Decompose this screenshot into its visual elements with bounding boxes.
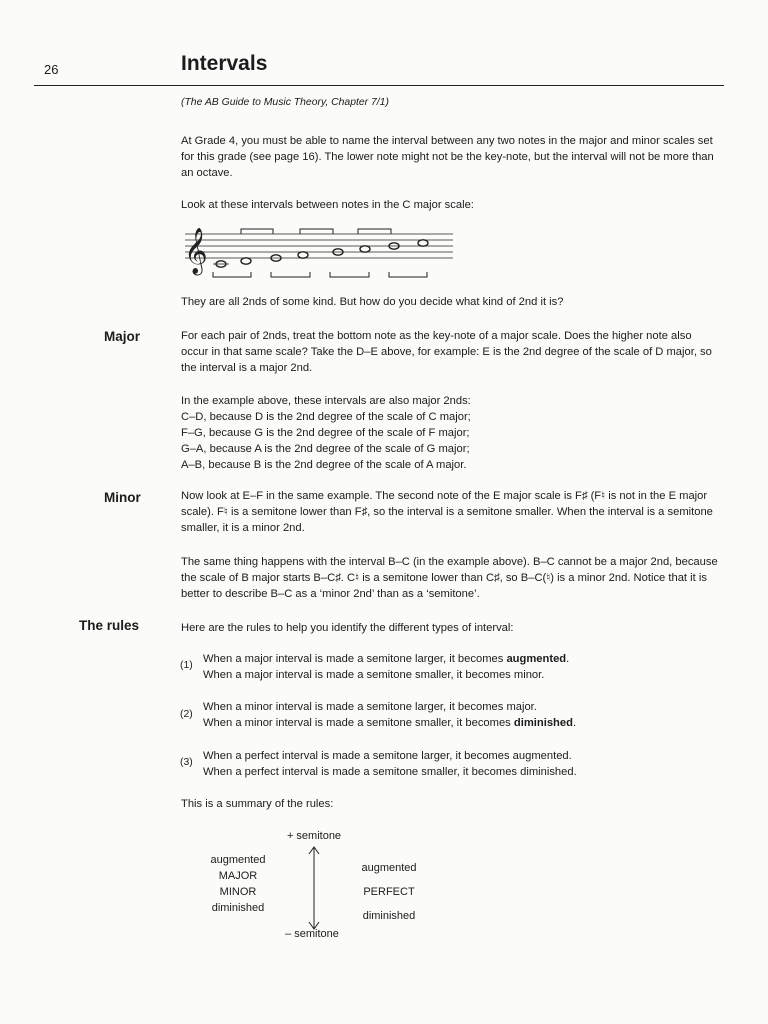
notes <box>213 240 428 267</box>
minor-paragraph-2: The same thing happens with the interval B–C (in the example above). B–C cannot be a major 2nd, because the scale of B major starts B–C♯. C♮ is a semitone lower than C♯, so B–C(♮) is a minor 2nd. Notice that it is better to describe B–C as a ‘minor 2nd’ than as a ‘semitone’. <box>181 556 718 600</box>
page-number: 26 <box>44 62 59 77</box>
rule-2: When a minor interval is made a semitone larger, it becomes major. When a minor interval is made a semitone smaller, it becomes diminished. <box>203 701 577 729</box>
intro-paragraph-2: Look at these intervals between notes in the C major scale: <box>181 199 474 211</box>
source-reference: (The AB Guide to Music Theory, Chapter 7/1) <box>181 97 389 108</box>
rules-heading: The rules <box>79 618 140 633</box>
intro-paragraph-1: At Grade 4, you must be able to name the interval between any two notes in the major and minor scales set for this grade (see page 16). The lower note might not be the key-note, but the interval will not be more than an octave. <box>181 135 714 179</box>
right-interval-item: augmented <box>361 862 417 874</box>
intro-paragraph-3: They are all 2nds of some kind. But how do you decide what kind of 2nd it is? <box>181 296 564 308</box>
rule-number-1: (1) <box>180 660 193 671</box>
header-rule <box>34 85 724 86</box>
major-example-line: C–D, because D is the 2nd degree of the scale of C major; <box>181 411 471 423</box>
music-example <box>181 222 461 282</box>
major-example-line: G–A, because A is the 2nd degree of the scale of G major; <box>181 443 470 455</box>
left-interval-item: augmented <box>210 854 266 866</box>
major-heading: Major <box>104 329 141 344</box>
rule-number-2: (2) <box>180 709 193 720</box>
left-interval-item: MINOR <box>219 886 257 898</box>
major-example-line: A–B, because B is the 2nd degree of the scale of A major. <box>181 459 467 471</box>
minus-semitone-label: – semitone <box>285 928 339 940</box>
right-interval-column <box>344 856 434 928</box>
staff-lines <box>185 234 453 258</box>
right-interval-item: diminished <box>362 910 416 922</box>
left-interval-item: MAJOR <box>218 870 258 882</box>
left-interval-item: diminished <box>211 902 265 914</box>
semitone-arrow <box>306 845 322 931</box>
rule-3: When a perfect interval is made a semitone larger, it becomes augmented. When a perfect interval is made a semitone smaller, it becomes diminished. <box>203 750 577 778</box>
rule-1: When a major interval is made a semitone larger, it becomes augmented. When a major interval is made a semitone smaller, it becomes minor. <box>203 653 570 681</box>
right-interval-item: PERFECT <box>363 886 415 898</box>
left-interval-column <box>196 852 280 916</box>
summary-intro: This is a summary of the rules: <box>181 798 334 810</box>
major-example-line: F–G, because G is the 2nd degree of the scale of F major; <box>181 427 470 439</box>
treble-clef-icon: 𝄞 <box>184 228 208 274</box>
minor-heading: Minor <box>104 490 141 505</box>
upper-brackets <box>241 229 391 234</box>
major-paragraph: For each pair of 2nds, treat the bottom note as the key-note of a major scale. Does the higher note also occur in that same scale? Take the D–E above, for example: E is the 2nd degree of the scale of D major, so the interval is a major 2nd. <box>181 330 712 374</box>
minor-paragraph-1: Now look at E–F in the same example. The second note of the E major scale is F♯ (F♮ is not in the E major scale). F♮ is a semitone lower than F♯, so the interval is a semitone smaller. When the interval is a semitone smaller, it is a minor 2nd. <box>181 490 713 534</box>
rule-number-3: (3) <box>180 757 193 768</box>
major-examples-intro: In the example above, these intervals are also major 2nds: <box>181 395 471 407</box>
rules-intro: Here are the rules to help you identify the different types of interval: <box>181 622 514 634</box>
major-examples <box>181 393 721 473</box>
lower-brackets <box>213 272 427 277</box>
page-title: Intervals <box>181 52 268 75</box>
plus-semitone-label: + semitone <box>286 830 342 842</box>
